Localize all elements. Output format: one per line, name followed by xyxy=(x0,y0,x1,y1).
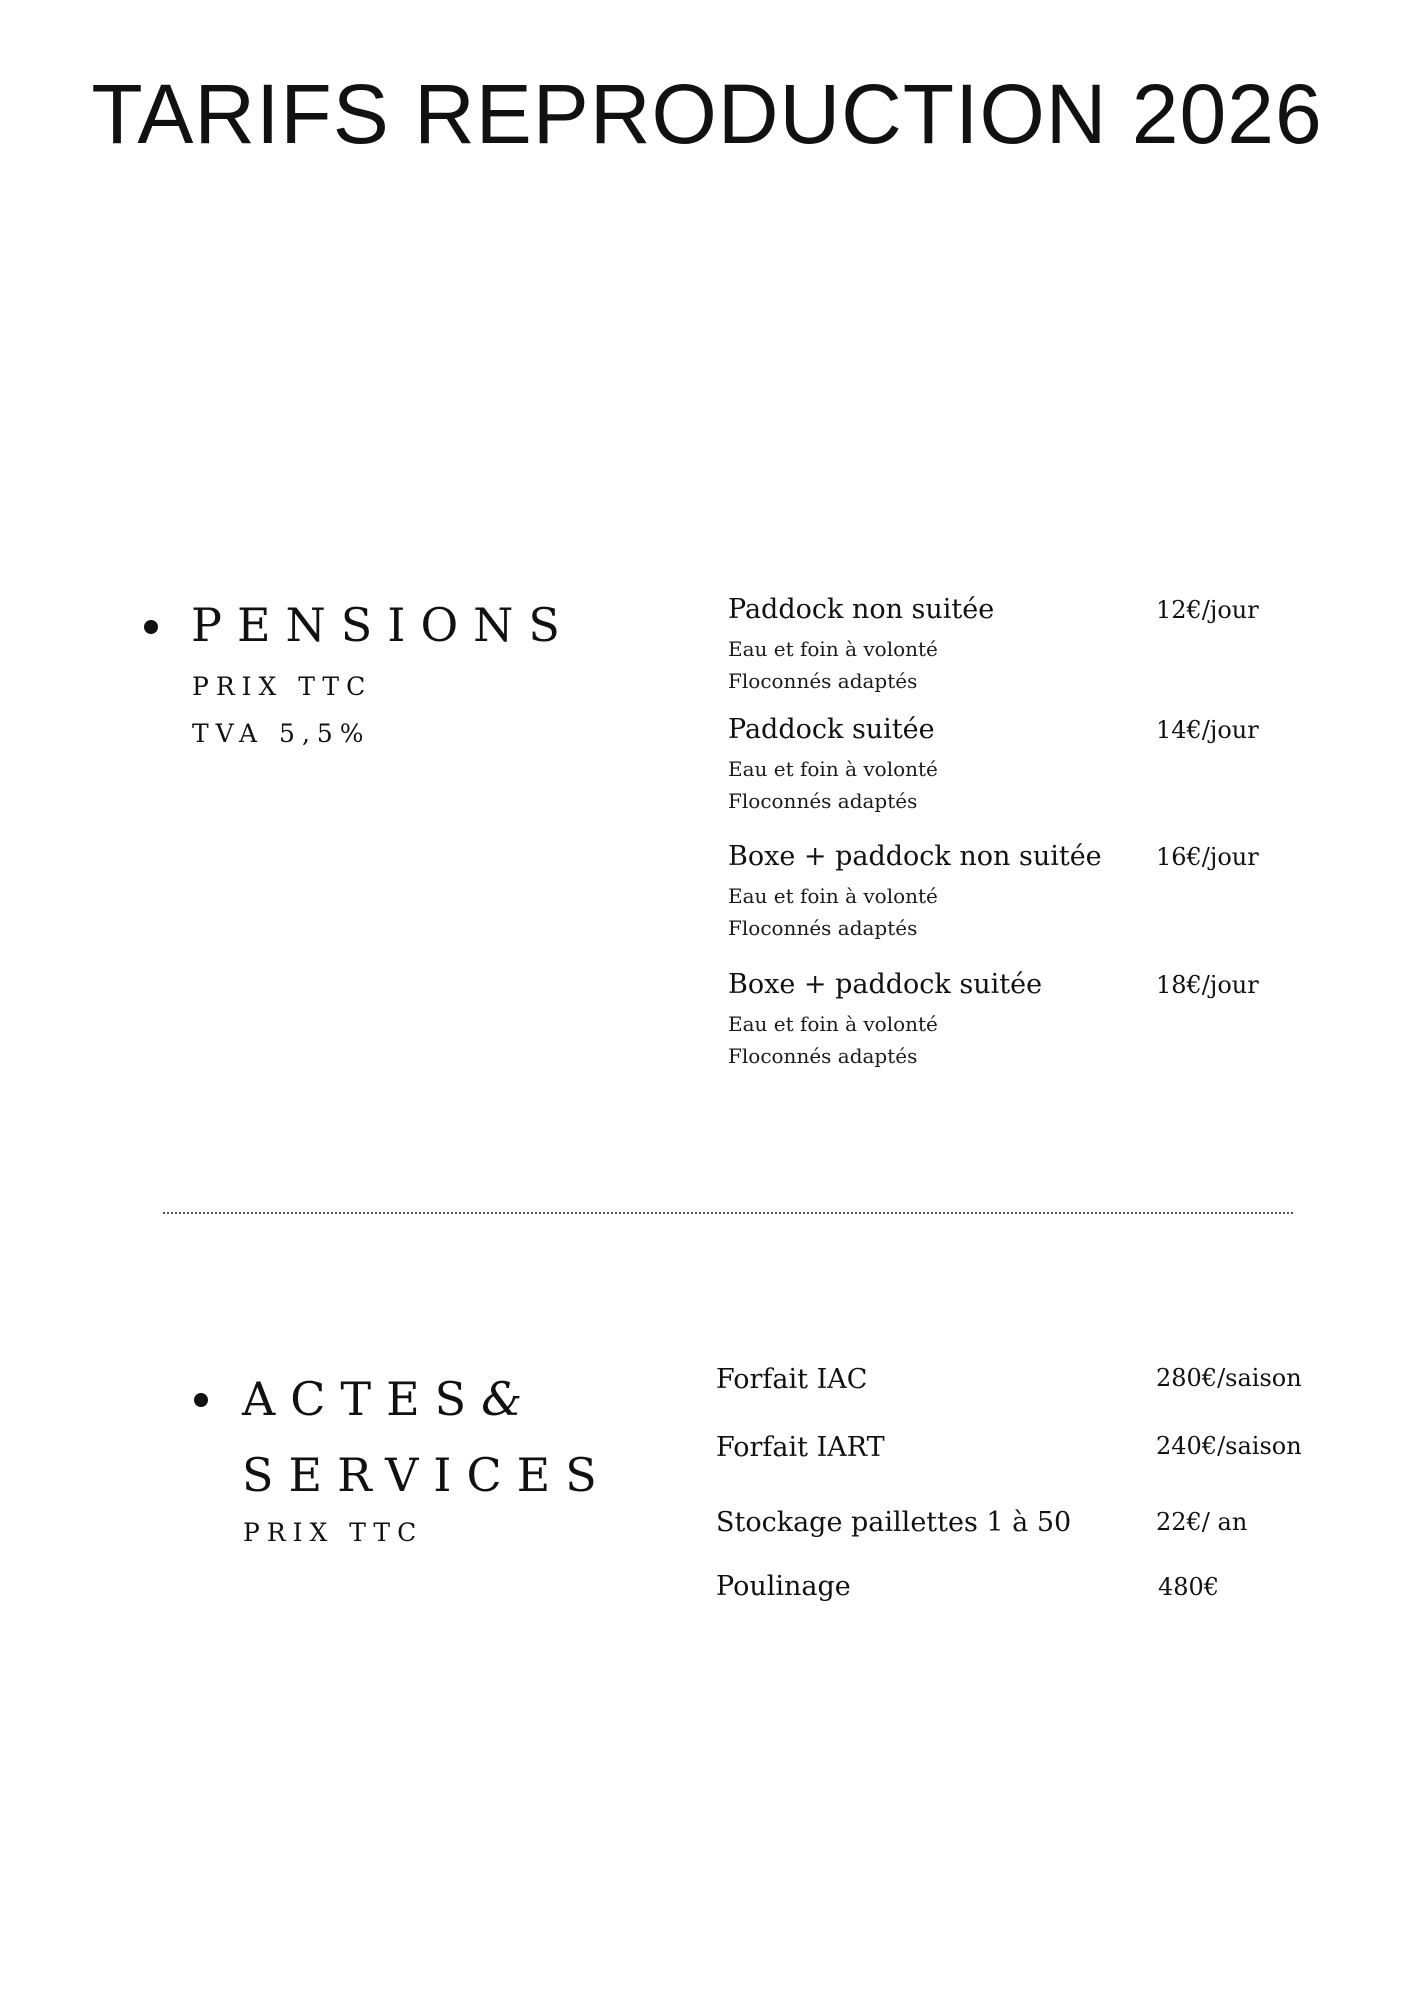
item-name: Forfait IART xyxy=(716,1432,885,1463)
pensions-price-note: PRIX TTC xyxy=(192,672,373,701)
item-description: Floconnés adaptés xyxy=(728,1044,918,1068)
services-price-note: PRIX TTC xyxy=(243,1518,424,1547)
item-description: Eau et foin à volonté xyxy=(728,757,938,781)
services-bullet xyxy=(194,1393,208,1407)
item-price: 22€/ an xyxy=(1156,1508,1248,1536)
services-heading xyxy=(242,1372,523,1426)
pensions-vat-note: TVA 5,5% xyxy=(192,719,371,748)
item-name: Paddock suitée xyxy=(728,714,935,745)
item-description: Eau et foin à volonté xyxy=(728,637,938,661)
item-name: Boxe + paddock non suitée xyxy=(728,841,1102,872)
item-price: 18€/jour xyxy=(1156,971,1259,999)
item-description: Floconnés adaptés xyxy=(728,789,918,813)
item-description: Eau et foin à volonté xyxy=(728,1012,938,1036)
services-heading-line2: SERVICES xyxy=(242,1448,612,1502)
item-price: 280€/saison xyxy=(1156,1364,1302,1392)
item-name: Paddock non suitée xyxy=(728,594,995,625)
pensions-heading: PENSIONS xyxy=(191,598,575,652)
item-description: Floconnés adaptés xyxy=(728,669,918,693)
item-name: Stockage paillettes 1 à 50 xyxy=(716,1507,1072,1538)
item-description: Eau et foin à volonté xyxy=(728,884,938,908)
item-price: 240€/saison xyxy=(1156,1432,1302,1460)
pensions-bullet xyxy=(144,620,158,634)
section-divider xyxy=(163,1212,1293,1214)
item-price: 12€/jour xyxy=(1156,596,1259,624)
item-description: Floconnés adaptés xyxy=(728,916,918,940)
item-price: 14€/jour xyxy=(1156,716,1259,744)
item-name: Forfait IAC xyxy=(716,1364,868,1395)
item-name: Boxe + paddock suitée xyxy=(728,969,1043,1000)
item-name: Poulinage xyxy=(716,1571,851,1602)
services-heading-ampersand: & xyxy=(481,1372,523,1426)
item-price: 480€ xyxy=(1158,1573,1220,1601)
page-title: TARIFS REPRODUCTION 2026 xyxy=(91,67,1323,161)
services-heading-word: ACTES xyxy=(242,1372,482,1426)
item-price: 16€/jour xyxy=(1156,843,1259,871)
